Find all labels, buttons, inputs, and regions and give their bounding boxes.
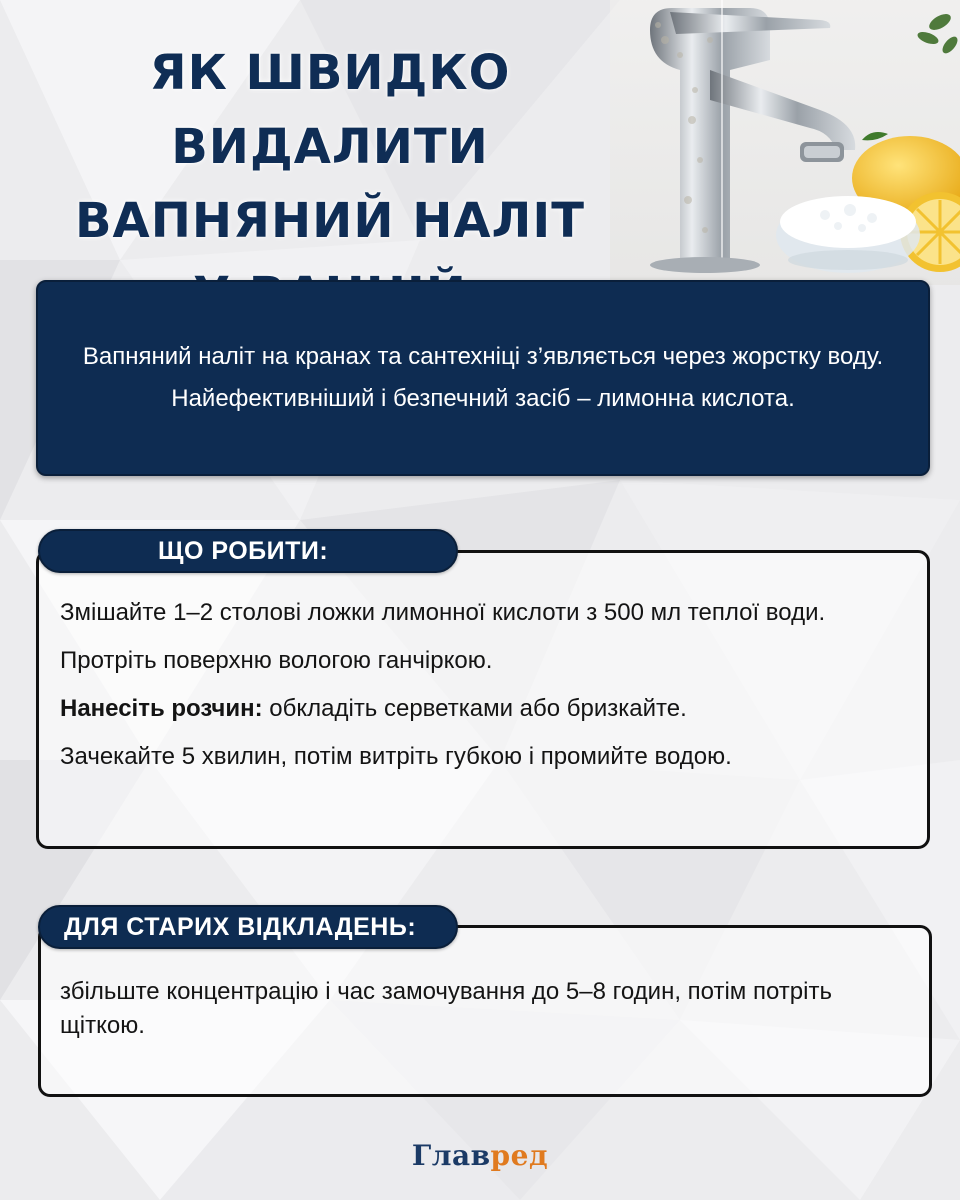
faucet-lemon-salt-illustration [610, 0, 960, 285]
old-deposits-text: збільште концентрацію і час замочування до 5–8 годин, потім потріть щіткою. [60, 978, 832, 1039]
title-line-1: ЯК ШВИДКО ВИДАЛИТИ [149, 45, 511, 175]
step-2: Протріть поверхню вологою ганчіркою. [60, 647, 493, 674]
old-deposits-heading-badge [38, 905, 458, 949]
title-line-2: ВАПНЯНИЙ НАЛІТ [74, 193, 586, 249]
intro-text: Вапняний наліт на кранах та сантехніці з’являється через жорстку воду. Найефективніший і безпечний засіб – лимонна кислота. [82, 343, 884, 412]
step-1: Змішайте 1–2 столові ложки лимонної кислоти з 500 мл теплої води. [60, 599, 826, 626]
step-3-rest: обкладіть серветками або бризкайте. [262, 695, 687, 722]
brand-logo-part-1: Глав [411, 1139, 491, 1172]
steps-list [60, 596, 920, 788]
step-3 [60, 692, 920, 726]
steps-heading: ЩО РОБИТИ: [158, 537, 329, 565]
old-deposits-content [60, 975, 920, 1057]
steps-heading-badge [38, 529, 458, 573]
intro-box [36, 280, 930, 476]
brand-logo-part-2: ред [490, 1139, 549, 1172]
step-3-bold: Нанесіть розчин: [60, 695, 263, 722]
step-4: Зачекайте 5 хвилин, потім витріть губкою і промийте водою. [60, 743, 732, 770]
brand-logo [0, 1139, 960, 1172]
old-deposits-heading: ДЛЯ СТАРИХ ВІДКЛАДЕНЬ: [64, 913, 417, 941]
